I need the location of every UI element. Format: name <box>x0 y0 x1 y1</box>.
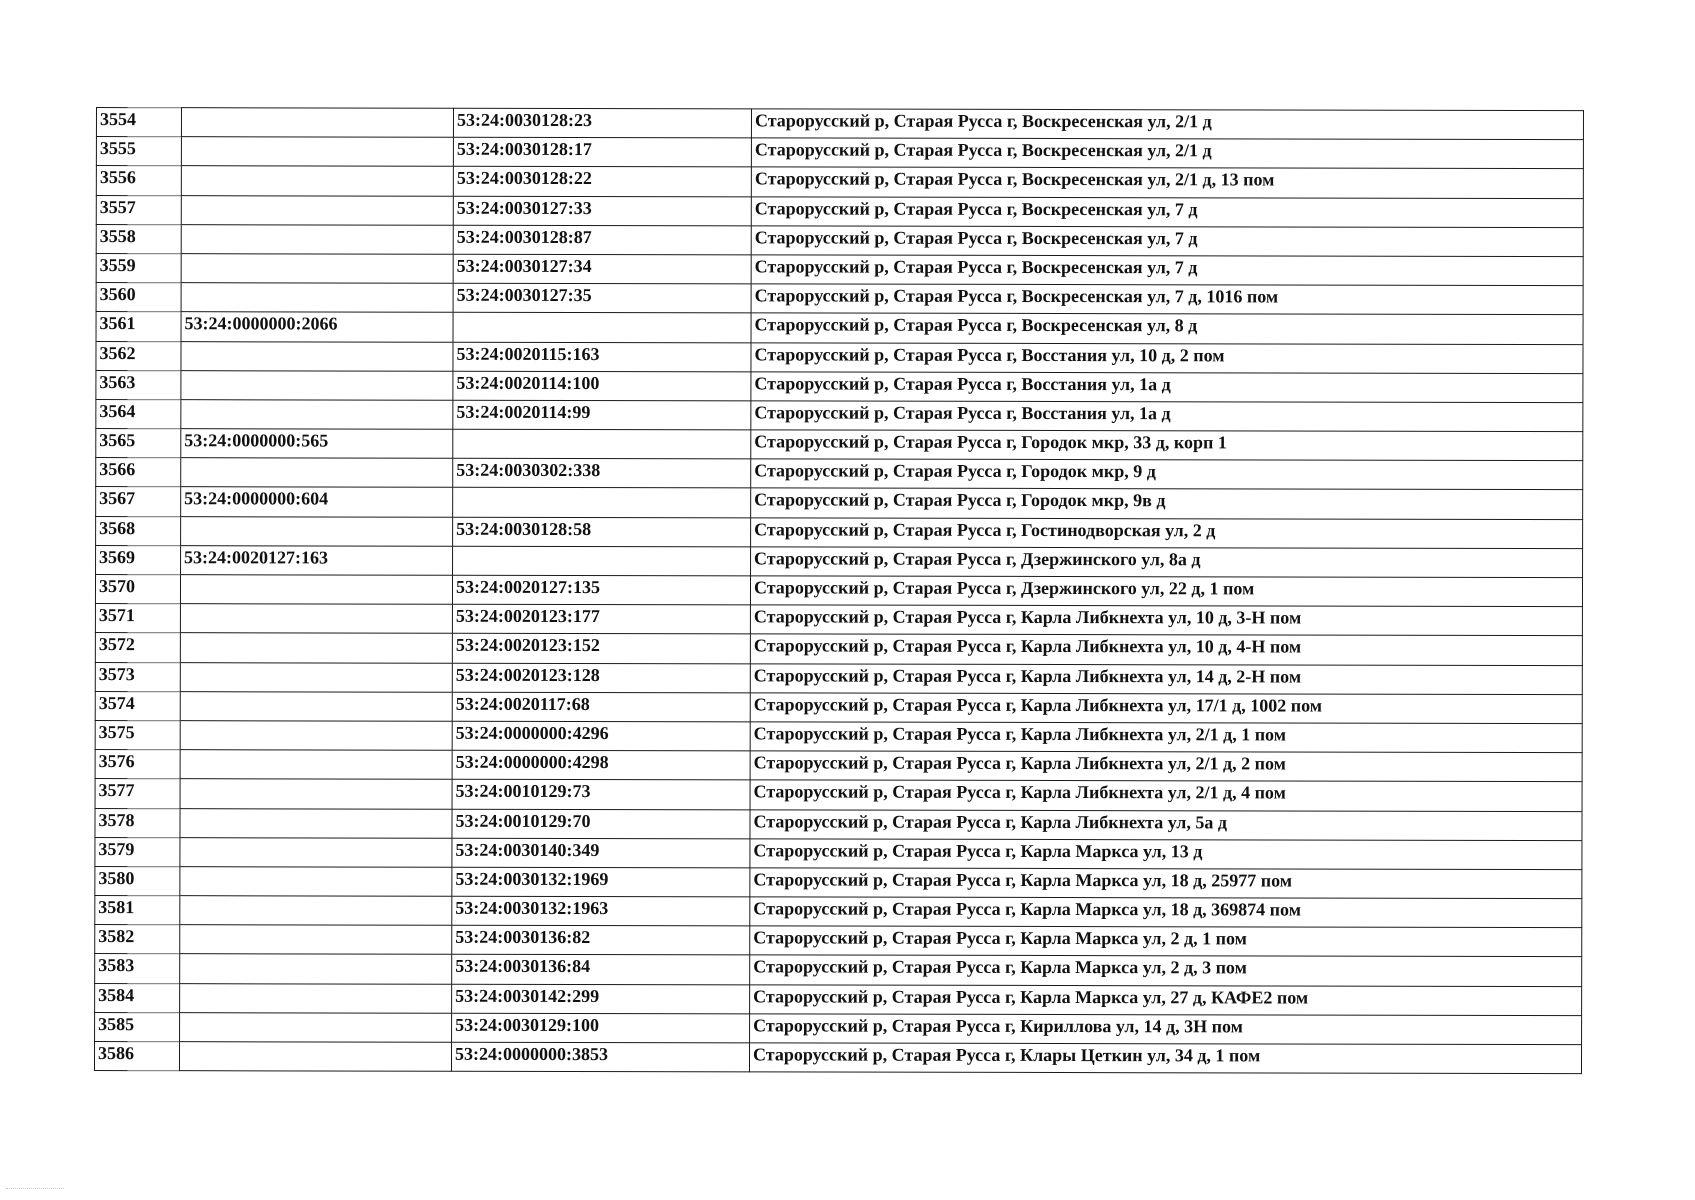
premises-cadastral-number-cell: 53:24:0000000:4298 <box>452 750 750 780</box>
premises-cadastral-number-cell: 53:24:0030128:87 <box>453 225 751 255</box>
table-row <box>95 575 1582 607</box>
table-row <box>95 983 1582 1015</box>
cadastral-number-cell <box>181 137 453 167</box>
row-number-cell: 3558 <box>96 224 181 253</box>
cadastral-number-cell <box>180 633 452 663</box>
table-row <box>95 750 1582 782</box>
row-number-cell: 3560 <box>96 283 181 312</box>
cadastral-number-cell <box>181 195 453 225</box>
table-row <box>96 399 1583 431</box>
address-cell: Старорусский р, Старая Русса г, Гостинодворская ул, 2 д <box>751 517 1583 548</box>
premises-cadastral-number-cell: 53:24:0030132:1969 <box>452 867 750 897</box>
row-number-cell: 3580 <box>95 866 180 895</box>
premises-cadastral-number-cell: 53:24:0030127:35 <box>453 283 751 313</box>
address-cell: Старорусский р, Старая Русса г, Городок мкр, 9 д <box>751 459 1583 490</box>
table-row <box>96 283 1583 315</box>
cadastral-number-cell <box>181 254 453 284</box>
table-row <box>96 370 1583 402</box>
table-row <box>95 837 1582 869</box>
cadastral-number-cell <box>180 837 452 867</box>
address-cell: Старорусский р, Старая Русса г, Кириллова ул, 14 д, 3Н пом <box>750 1014 1582 1045</box>
cadastral-number-cell <box>180 983 452 1013</box>
table-row <box>96 195 1583 227</box>
address-cell: Старорусский р, Старая Русса г, Воскресенская ул, 2/1 д <box>751 109 1583 140</box>
table-row <box>96 224 1583 256</box>
address-cell: Старорусский р, Старая Русса г, Карла Либкнехта ул, 10 д, 4-Н пом <box>750 634 1582 665</box>
address-cell: Старорусский р, Старая Русса г, Карла Маркса ул, 18 д, 369874 пом <box>750 897 1582 928</box>
row-number-cell: 3573 <box>95 662 180 691</box>
table-row <box>95 691 1582 723</box>
row-number-cell: 3586 <box>94 1041 179 1070</box>
premises-cadastral-number-cell <box>453 429 751 459</box>
row-number-cell: 3562 <box>96 341 181 370</box>
table-row <box>96 137 1583 169</box>
cadastral-number-cell <box>180 691 452 721</box>
address-cell: Старорусский р, Старая Русса г, Карла Либкнехта ул, 5а д <box>750 809 1582 840</box>
table-row <box>95 604 1582 636</box>
row-number-cell: 3584 <box>95 983 180 1012</box>
cadastral-number-cell: 53:24:0000000:2066 <box>181 312 453 342</box>
address-cell: Старорусский р, Старая Русса г, Карла Маркса ул, 13 д <box>750 839 1582 870</box>
premises-cadastral-number-cell: 53:24:0030129:100 <box>452 1013 750 1043</box>
table-row <box>95 720 1582 752</box>
row-number-cell: 3582 <box>95 925 180 954</box>
row-number-cell: 3583 <box>95 954 180 983</box>
address-cell: Старорусский р, Старая Русса г, Карла Либкнехта ул, 10 д, 3-Н пом <box>750 605 1582 636</box>
address-cell: Старорусский р, Старая Русса г, Клары Цеткин ул, 34 д, 1 пом <box>749 1043 1581 1074</box>
premises-cadastral-number-cell: 53:24:0030128:17 <box>453 137 751 167</box>
table-row <box>96 545 1583 577</box>
table-row <box>96 166 1583 198</box>
premises-cadastral-number-cell: 53:24:0000000:4296 <box>452 721 750 751</box>
row-number-cell: 3581 <box>95 896 180 925</box>
premises-cadastral-number-cell <box>453 313 751 343</box>
cadastral-number-cell <box>181 224 453 254</box>
table-row <box>96 429 1583 461</box>
row-number-cell: 3555 <box>96 137 181 166</box>
cadastral-number-cell <box>181 341 453 371</box>
premises-cadastral-number-cell: 53:24:0030132:1963 <box>452 896 750 926</box>
row-number-cell: 3559 <box>96 253 181 282</box>
premises-cadastral-number-cell: 53:24:0020114:100 <box>453 371 751 401</box>
cadastral-number-cell <box>181 400 453 430</box>
row-number-cell: 3563 <box>96 370 181 399</box>
address-cell: Старорусский р, Старая Русса г, Карла Либкнехта ул, 17/1 д, 1002 пом <box>750 693 1582 724</box>
cadastral-number-cell <box>180 750 452 780</box>
premises-cadastral-number-cell: 53:24:0020123:128 <box>452 663 750 693</box>
table-row <box>96 341 1583 373</box>
table-row <box>95 808 1582 840</box>
table-row <box>95 925 1582 957</box>
cadastral-number-cell <box>180 867 452 897</box>
row-number-cell: 3554 <box>96 108 181 137</box>
row-number-cell: 3565 <box>96 429 181 458</box>
table-row <box>95 866 1582 898</box>
cadastral-number-cell <box>181 516 453 546</box>
cadastral-number-cell <box>180 925 452 955</box>
row-number-cell: 3570 <box>95 575 180 604</box>
premises-cadastral-number-cell: 53:24:0020123:177 <box>452 604 750 634</box>
premises-cadastral-number-cell: 53:24:0020127:135 <box>452 575 750 605</box>
row-number-cell: 3576 <box>95 750 180 779</box>
address-cell: Старорусский р, Старая Русса г, Воскресенская ул, 7 д, 1016 пом <box>751 284 1583 315</box>
row-number-cell: 3564 <box>96 399 181 428</box>
scan-footer-mark <box>6 1188 64 1192</box>
address-cell: Старорусский р, Старая Русса г, Восстания ул, 10 д, 2 пом <box>751 342 1583 373</box>
row-number-cell: 3556 <box>96 166 181 195</box>
address-cell: Старорусский р, Старая Русса г, Восстания ул, 1а д <box>751 372 1583 403</box>
premises-cadastral-number-cell: 53:24:0010129:73 <box>452 780 750 810</box>
address-cell: Старорусский р, Старая Русса г, Воскресенская ул, 7 д <box>751 255 1583 286</box>
address-cell: Старорусский р, Старая Русса г, Карла Маркса ул, 18 д, 25977 пом <box>750 868 1582 899</box>
address-cell: Старорусский р, Старая Русса г, Карла Маркса ул, 27 д, КАФЕ2 пом <box>750 984 1582 1015</box>
row-number-cell: 3572 <box>95 633 180 662</box>
premises-cadastral-number-cell: 53:24:0030142:299 <box>452 984 750 1014</box>
table-row <box>95 954 1582 986</box>
row-number-cell: 3585 <box>95 1012 180 1041</box>
premises-cadastral-number-cell: 53:24:0030136:84 <box>452 955 750 985</box>
row-number-cell: 3575 <box>95 720 180 749</box>
premises-cadastral-number-cell: 53:24:0030302:338 <box>453 458 751 488</box>
premises-cadastral-number-cell: 53:24:0030128:58 <box>453 517 751 547</box>
table-row <box>96 312 1583 344</box>
premises-cadastral-number-cell: 53:24:0030127:33 <box>453 196 751 226</box>
address-cell: Старорусский р, Старая Русса г, Воскресенская ул, 7 д <box>751 196 1583 227</box>
premises-cadastral-number-cell: 53:24:0000000:3853 <box>451 1042 749 1072</box>
table-row <box>96 458 1583 490</box>
address-cell: Старорусский р, Старая Русса г, Дзержинского ул, 8а д <box>751 547 1583 578</box>
address-cell: Старорусский р, Старая Русса г, Дзержинского ул, 22 д, 1 пом <box>750 576 1582 607</box>
row-number-cell: 3567 <box>96 487 181 516</box>
row-number-cell: 3569 <box>96 545 181 574</box>
cadastral-number-cell: 53:24:0000000:604 <box>181 487 453 517</box>
table-row <box>95 633 1582 665</box>
cadastral-number-cell <box>180 721 452 751</box>
premises-cadastral-number-cell: 53:24:0020115:163 <box>453 342 751 372</box>
address-cell: Старорусский р, Старая Русса г, Карла Маркса ул, 2 д, 3 пом <box>750 955 1582 986</box>
address-cell: Старорусский р, Старая Русса г, Карла Либкнехта ул, 14 д, 2-Н пом <box>750 663 1582 694</box>
premises-cadastral-number-cell <box>453 488 751 518</box>
table-row <box>96 253 1583 285</box>
premises-cadastral-number-cell: 53:24:0010129:70 <box>452 809 750 839</box>
address-cell: Старорусский р, Старая Русса г, Карла Маркса ул, 2 д, 1 пом <box>750 926 1582 957</box>
cadastral-number-cell <box>180 779 452 809</box>
table-row <box>96 108 1583 140</box>
address-cell: Старорусский р, Старая Русса г, Восстания ул, 1а д <box>751 401 1583 432</box>
table-row <box>96 487 1583 519</box>
premises-cadastral-number-cell: 53:24:0030136:82 <box>452 925 750 955</box>
cadastral-number-cell <box>180 662 452 692</box>
cadastral-number-cell <box>181 283 453 313</box>
row-number-cell: 3578 <box>95 808 180 837</box>
table-row <box>95 662 1582 694</box>
cadastral-number-cell: 53:24:0020127:163 <box>181 545 453 575</box>
row-number-cell: 3568 <box>96 516 181 545</box>
premises-cadastral-number-cell: 53:24:0030128:23 <box>453 108 751 138</box>
cadastral-number-cell <box>180 808 452 838</box>
address-cell: Старорусский р, Старая Русса г, Городок мкр, 33 д, корп 1 <box>751 430 1583 461</box>
premises-cadastral-number-cell: 53:24:0030127:34 <box>453 254 751 284</box>
premises-cadastral-number-cell <box>453 546 751 576</box>
address-cell: Старорусский р, Старая Русса г, Воскресенская ул, 2/1 д, 13 пом <box>751 167 1583 198</box>
row-number-cell: 3574 <box>95 691 180 720</box>
cadastral-number-cell <box>181 370 453 400</box>
cadastral-number-cell <box>179 1042 451 1072</box>
cadastral-number-cell <box>181 458 453 488</box>
table-row <box>96 516 1583 548</box>
address-cell: Старорусский р, Старая Русса г, Воскресенская ул, 7 д <box>751 226 1583 257</box>
premises-cadastral-number-cell: 53:24:0020114:99 <box>453 400 751 430</box>
table-row <box>95 896 1582 928</box>
cadastral-number-cell <box>180 1012 452 1042</box>
table-row <box>95 1012 1582 1044</box>
premises-cadastral-number-cell: 53:24:0020123:152 <box>452 634 750 664</box>
property-registry-table <box>94 107 1584 1074</box>
row-number-cell: 3566 <box>96 458 181 487</box>
cadastral-number-cell <box>181 166 453 196</box>
cadastral-number-cell <box>180 896 452 926</box>
row-number-cell: 3561 <box>96 312 181 341</box>
cadastral-number-cell <box>181 108 453 138</box>
row-number-cell: 3557 <box>96 195 181 224</box>
premises-cadastral-number-cell: 53:24:0030140:349 <box>452 838 750 868</box>
cadastral-number-cell: 53:24:0000000:565 <box>181 429 453 459</box>
table-row <box>95 779 1582 811</box>
address-cell: Старорусский р, Старая Русса г, Карла Либкнехта ул, 2/1 д, 2 пом <box>750 751 1582 782</box>
address-cell: Старорусский р, Старая Русса г, Воскресенская ул, 2/1 д <box>751 138 1583 169</box>
row-number-cell: 3577 <box>95 779 180 808</box>
cadastral-number-cell <box>180 604 452 634</box>
row-number-cell: 3579 <box>95 837 180 866</box>
cadastral-number-cell <box>180 575 452 605</box>
table-row <box>94 1041 1581 1073</box>
registry-table-body <box>94 108 1583 1074</box>
premises-cadastral-number-cell: 53:24:0030128:22 <box>453 167 751 197</box>
address-cell: Старорусский р, Старая Русса г, Карла Либкнехта ул, 2/1 д, 4 пом <box>750 780 1582 811</box>
premises-cadastral-number-cell: 53:24:0020117:68 <box>452 692 750 722</box>
row-number-cell: 3571 <box>95 604 180 633</box>
address-cell: Старорусский р, Старая Русса г, Карла Либкнехта ул, 2/1 д, 1 пом <box>750 722 1582 753</box>
address-cell: Старорусский р, Старая Русса г, Воскресенская ул, 8 д <box>751 313 1583 344</box>
cadastral-number-cell <box>180 954 452 984</box>
address-cell: Старорусский р, Старая Русса г, Городок мкр, 9в д <box>751 488 1583 519</box>
